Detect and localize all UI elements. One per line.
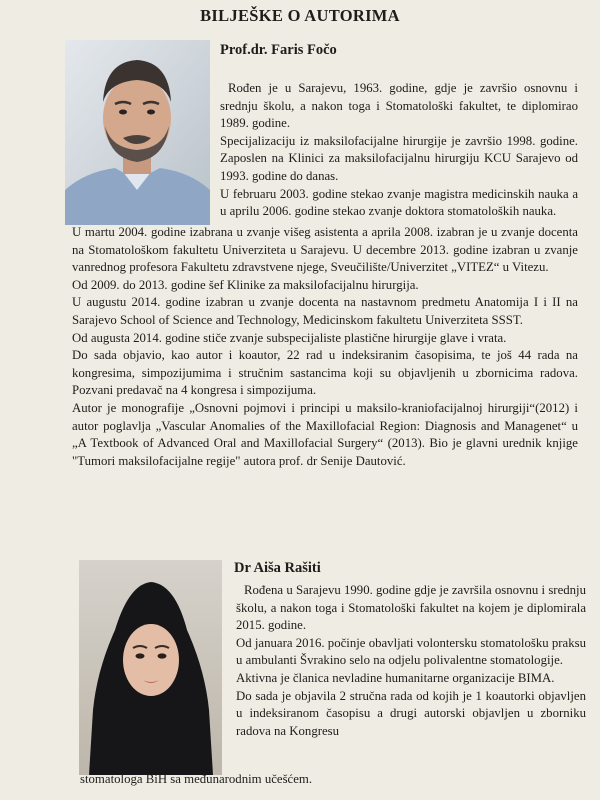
author-bio-side-rasiti	[236, 582, 586, 740]
author-photo-rasiti	[79, 560, 222, 775]
bio-paragraph: Do sada je objavila 2 stručna rada od kojih je 1 koautorki objavljen u indeksiranom časopisu a drugi autorski objavljen u zborniku radova na Kongresu	[236, 688, 586, 738]
portrait-image	[65, 40, 210, 225]
author-name-rasiti: Dr Aiša Rašiti	[234, 560, 321, 576]
bio-paragraph: Aktivna je članica nevladine humanitarne organizacije BIMA.	[236, 670, 555, 685]
bio-paragraph: Od augusta 2014. godine stiče zvanje subspecijaliste plastične hirurgije glave i vrata.	[72, 330, 507, 345]
page-title: BILJEŠKE O AUTORIMA	[200, 6, 400, 25]
bio-paragraph: U martu 2004. godine izabrana u zvanje višeg asistenta a aprila 2008. izabran je u zvanje docenta na Stomatološkom fakultetu Univerziteta u Sarajevu. U decembre 2013. godine izabran u zvanje vanrednog profesora Fakultetu zdravstvene njege, Sveučilište/Univerzitet „VITEZ“ u Vitezu.	[72, 225, 578, 275]
bio-paragraph: Do sada objavio, kao autor i koautor, 22 rad u indeksiranim časopisima, te još 44 rada na kongresima, simpozijumima i stručnim sastancima koji su objavljenih u zbornicima radova. Pozvani predavač na 4 kongresa i simpozijuma.	[72, 348, 578, 398]
author-bio-full-foco	[72, 224, 578, 470]
portrait-image	[79, 560, 222, 775]
author-name-foco: Prof.dr. Faris Fočo	[220, 42, 337, 58]
author-bio-side-foco	[220, 80, 578, 221]
bio-paragraph: Od januara 2016. počinje obavljati volontersku stomatološku praksu u ambulanti Švrakino selo na odjelu polivalentne stomatologije.	[236, 635, 586, 668]
bio-paragraph: Od 2009. do 2013. godine šef Klinike za maksilofacijalnu hirurgija.	[72, 277, 419, 292]
author-bio-tail-rasiti	[80, 771, 560, 789]
bio-paragraph: stomatologa BiH sa međunarodnim učešćem.	[80, 772, 313, 786]
author-photo-foco	[65, 40, 210, 225]
bio-paragraph: Autor je monografije „Osnovni pojmovi i principi u maksilo-kraniofacijalnoj hirurgiji“(2012) i autor poglavlja „Vascular Anomalies of the Maxillofacial Region: Diagnosis and Managenet“ u „A Textbook of Advanced Oral and Maxillofacial Surgery“ (2013). Bio je glavni urednik knjige "Tumori maksilofacijalne regije" autora prof. dr Senije Dautović.	[72, 400, 578, 468]
bio-paragraph: Specijalizaciju iz maksilofacijalne hirurgije je završio 1998. godine. Zaposlen na Klinici za maksilofacijalnu hirurgiju KCU Sarajevo od 1993. godine do danas.	[220, 133, 578, 183]
bio-paragraph: U februaru 2003. godine stekao zvanje magistra medicinskih nauka a u aprilu 2006. godine stekao zvanje doktora stomatoloških nauka.	[220, 186, 578, 219]
bio-paragraph: Rođena u Sarajevu 1990. godine gdje je završila osnovnu i srednju školu, a nakon toga i Stomatološki fakultet na kojem je diplomirala 2015. godine.	[236, 583, 586, 633]
bio-paragraph: Rođen je u Sarajevu, 1963. godine, gdje je završio osnovnu i srednju školu, a nakon toga i Stomatološki fakultet, te diplomirao 1989. godine.	[220, 81, 578, 131]
bio-paragraph: U augustu 2014. godine izabran u zvanje docenta na nastavnom predmetu Anatomija I i II na Sarajevo School of Science and Technology, Medicinskom fakultetu Univerziteta SSST.	[72, 295, 578, 327]
